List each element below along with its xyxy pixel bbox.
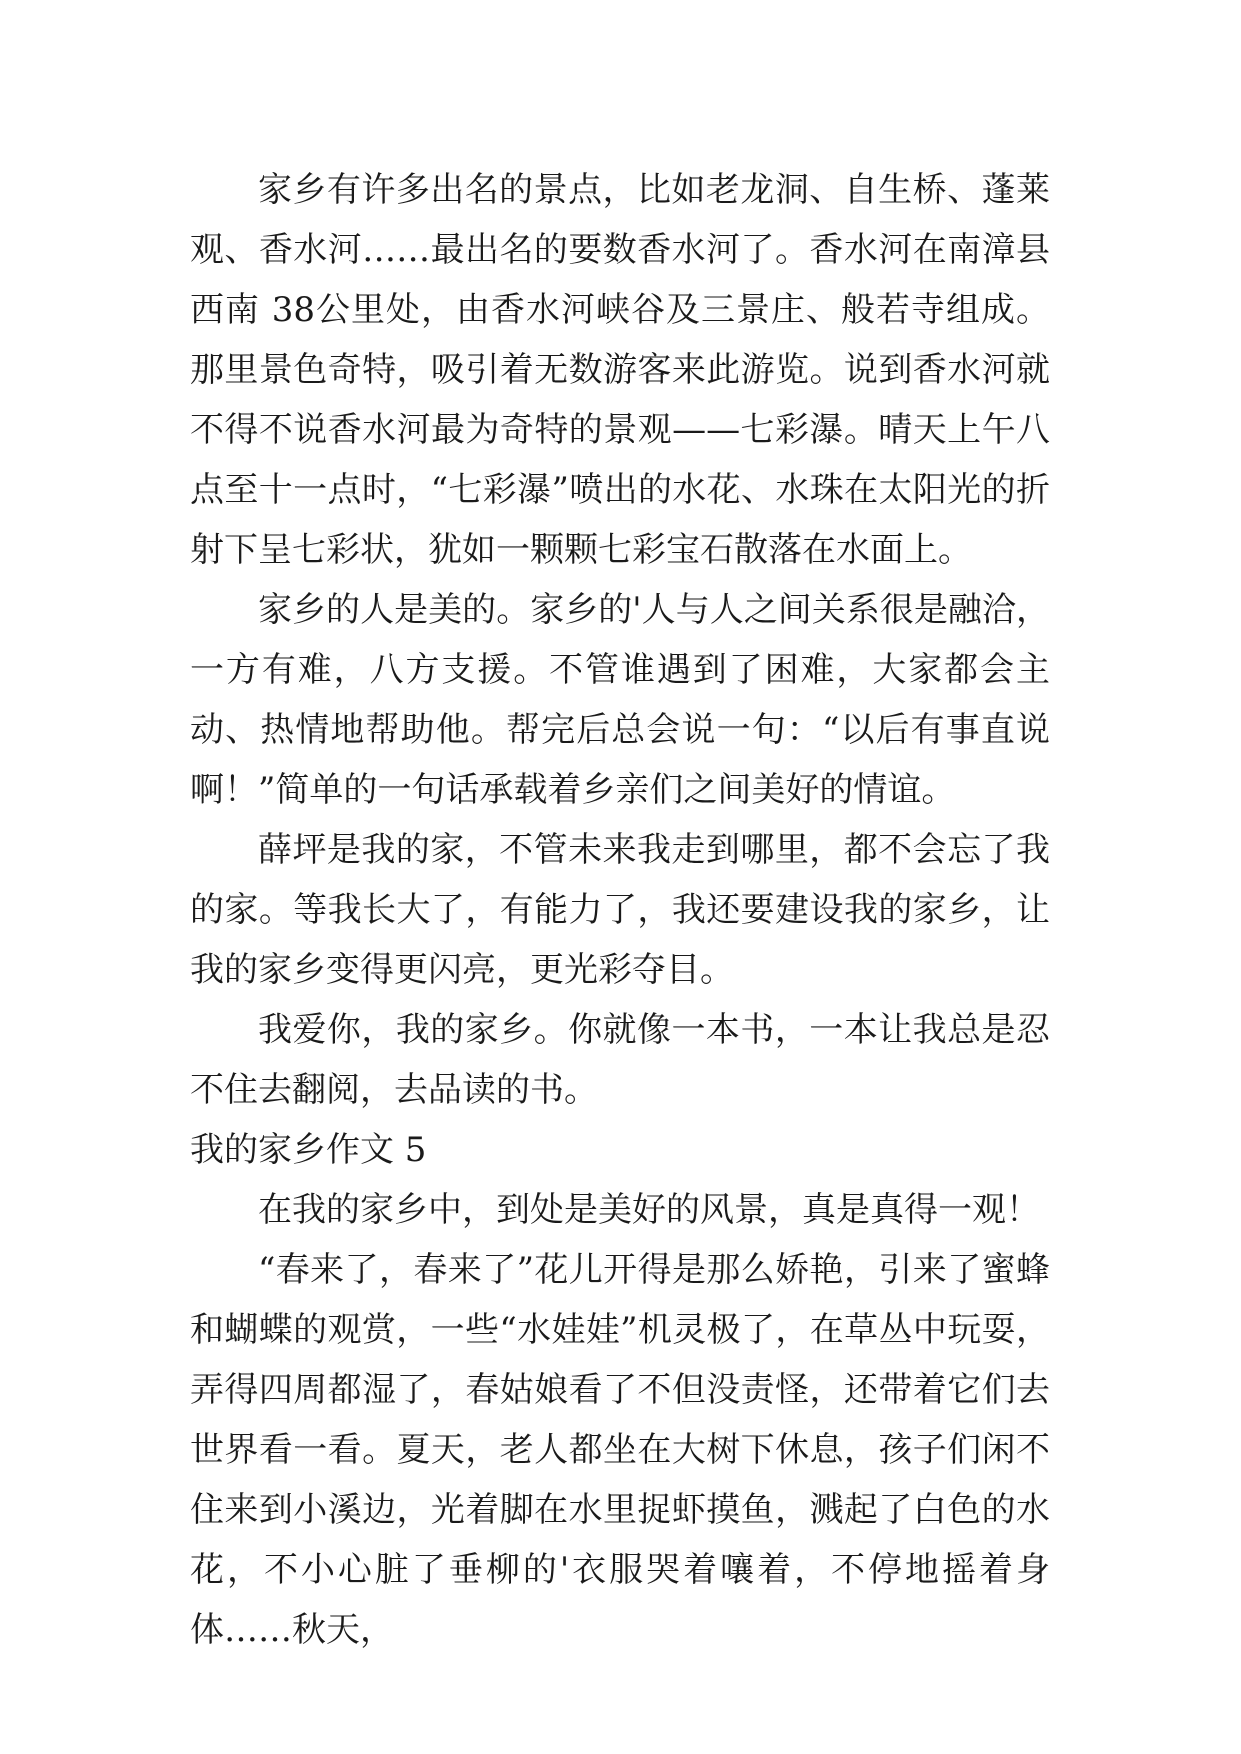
paragraph-love (190, 1000, 1050, 1120)
line: 弄得四周都湿了，春姑娘看了不但没责怪，还带着它们去世 (190, 1370, 1050, 1470)
section-heading (190, 1120, 1050, 1180)
paragraph-seasons (190, 1240, 1050, 1660)
line: 在我的家乡中，到处是美好的风景，真是真得一观！ (258, 1190, 1040, 1230)
line: 犹如一颗颗七彩宝石散落在水面上。 (428, 530, 972, 570)
line: 家。等我长大了，有能力了，我还要建设我的家乡，让我的 (190, 890, 1051, 990)
line: 特，吸引着无数游客来此游览。说到香水河就不得不说香水 (190, 350, 1051, 450)
line: 香水河……最出名的要数香水河了。香水河在南漳县西南 38 (190, 230, 1051, 330)
line: 一方有难，八方支援。不管谁遇到了困难，大家都会主动、 (190, 650, 1050, 750)
heading-text: 我的家乡作文 5 (190, 1130, 427, 1170)
paragraph-scenic-spots (190, 160, 1050, 580)
paragraph-people (190, 580, 1050, 820)
line: 和蝴蝶的观赏，一些“水娃娃”机灵极了，在草丛中玩耍， (190, 1310, 1050, 1350)
line: 单的一句话承载着乡亲们之间美好的情谊。 (309, 770, 956, 810)
line: 公里处，由香水河峡谷及三景庄、般若寺组成。那里景色奇 (190, 290, 1050, 390)
line: 薛坪是我的家，不管未来我走到哪里，都不会忘了我的 (190, 830, 1050, 930)
line: 我爱你，我的家乡。你就像一本书，一本让我总是忍不 (190, 1010, 1050, 1110)
line: 住去翻阅，去品读的书。 (224, 1070, 598, 1110)
line: 界看一看。夏天，老人都坐在大树下休息，孩子们闲不住来 (190, 1430, 1051, 1530)
line: 家乡变得更闪亮，更光彩夺目。 (258, 950, 734, 990)
line: 到小溪边，光着脚在水里捉虾摸鱼，溅起了白色的水花，不 (190, 1490, 1051, 1590)
line: 家乡有许多出名的景点，比如老龙洞、自生桥、蓬莱观、 (190, 170, 1050, 270)
line: 小心脏了垂柳的'衣服哭着嚷着，不停地摇着身体……秋天， (190, 1550, 1050, 1650)
line: 热情地帮助他。帮完后总会说一句：“以后有事直说啊！”简 (190, 710, 1050, 810)
line: “七彩瀑”喷出的水花、水珠在太阳光的折射下呈七彩状， (190, 470, 1051, 570)
paragraph-home (190, 820, 1050, 1000)
line: 家乡的人是美的。家乡的'人与人之间关系很是融洽， (258, 590, 1050, 630)
line: 河最为奇特的景观——七彩瀑。晴天上午八点至十一点时， (190, 410, 1050, 510)
line: “春来了，春来了”花儿开得是那么娇艳，引来了蜜蜂 (258, 1250, 1050, 1290)
document-body (190, 160, 1050, 1660)
paragraph-intro (190, 1180, 1050, 1240)
